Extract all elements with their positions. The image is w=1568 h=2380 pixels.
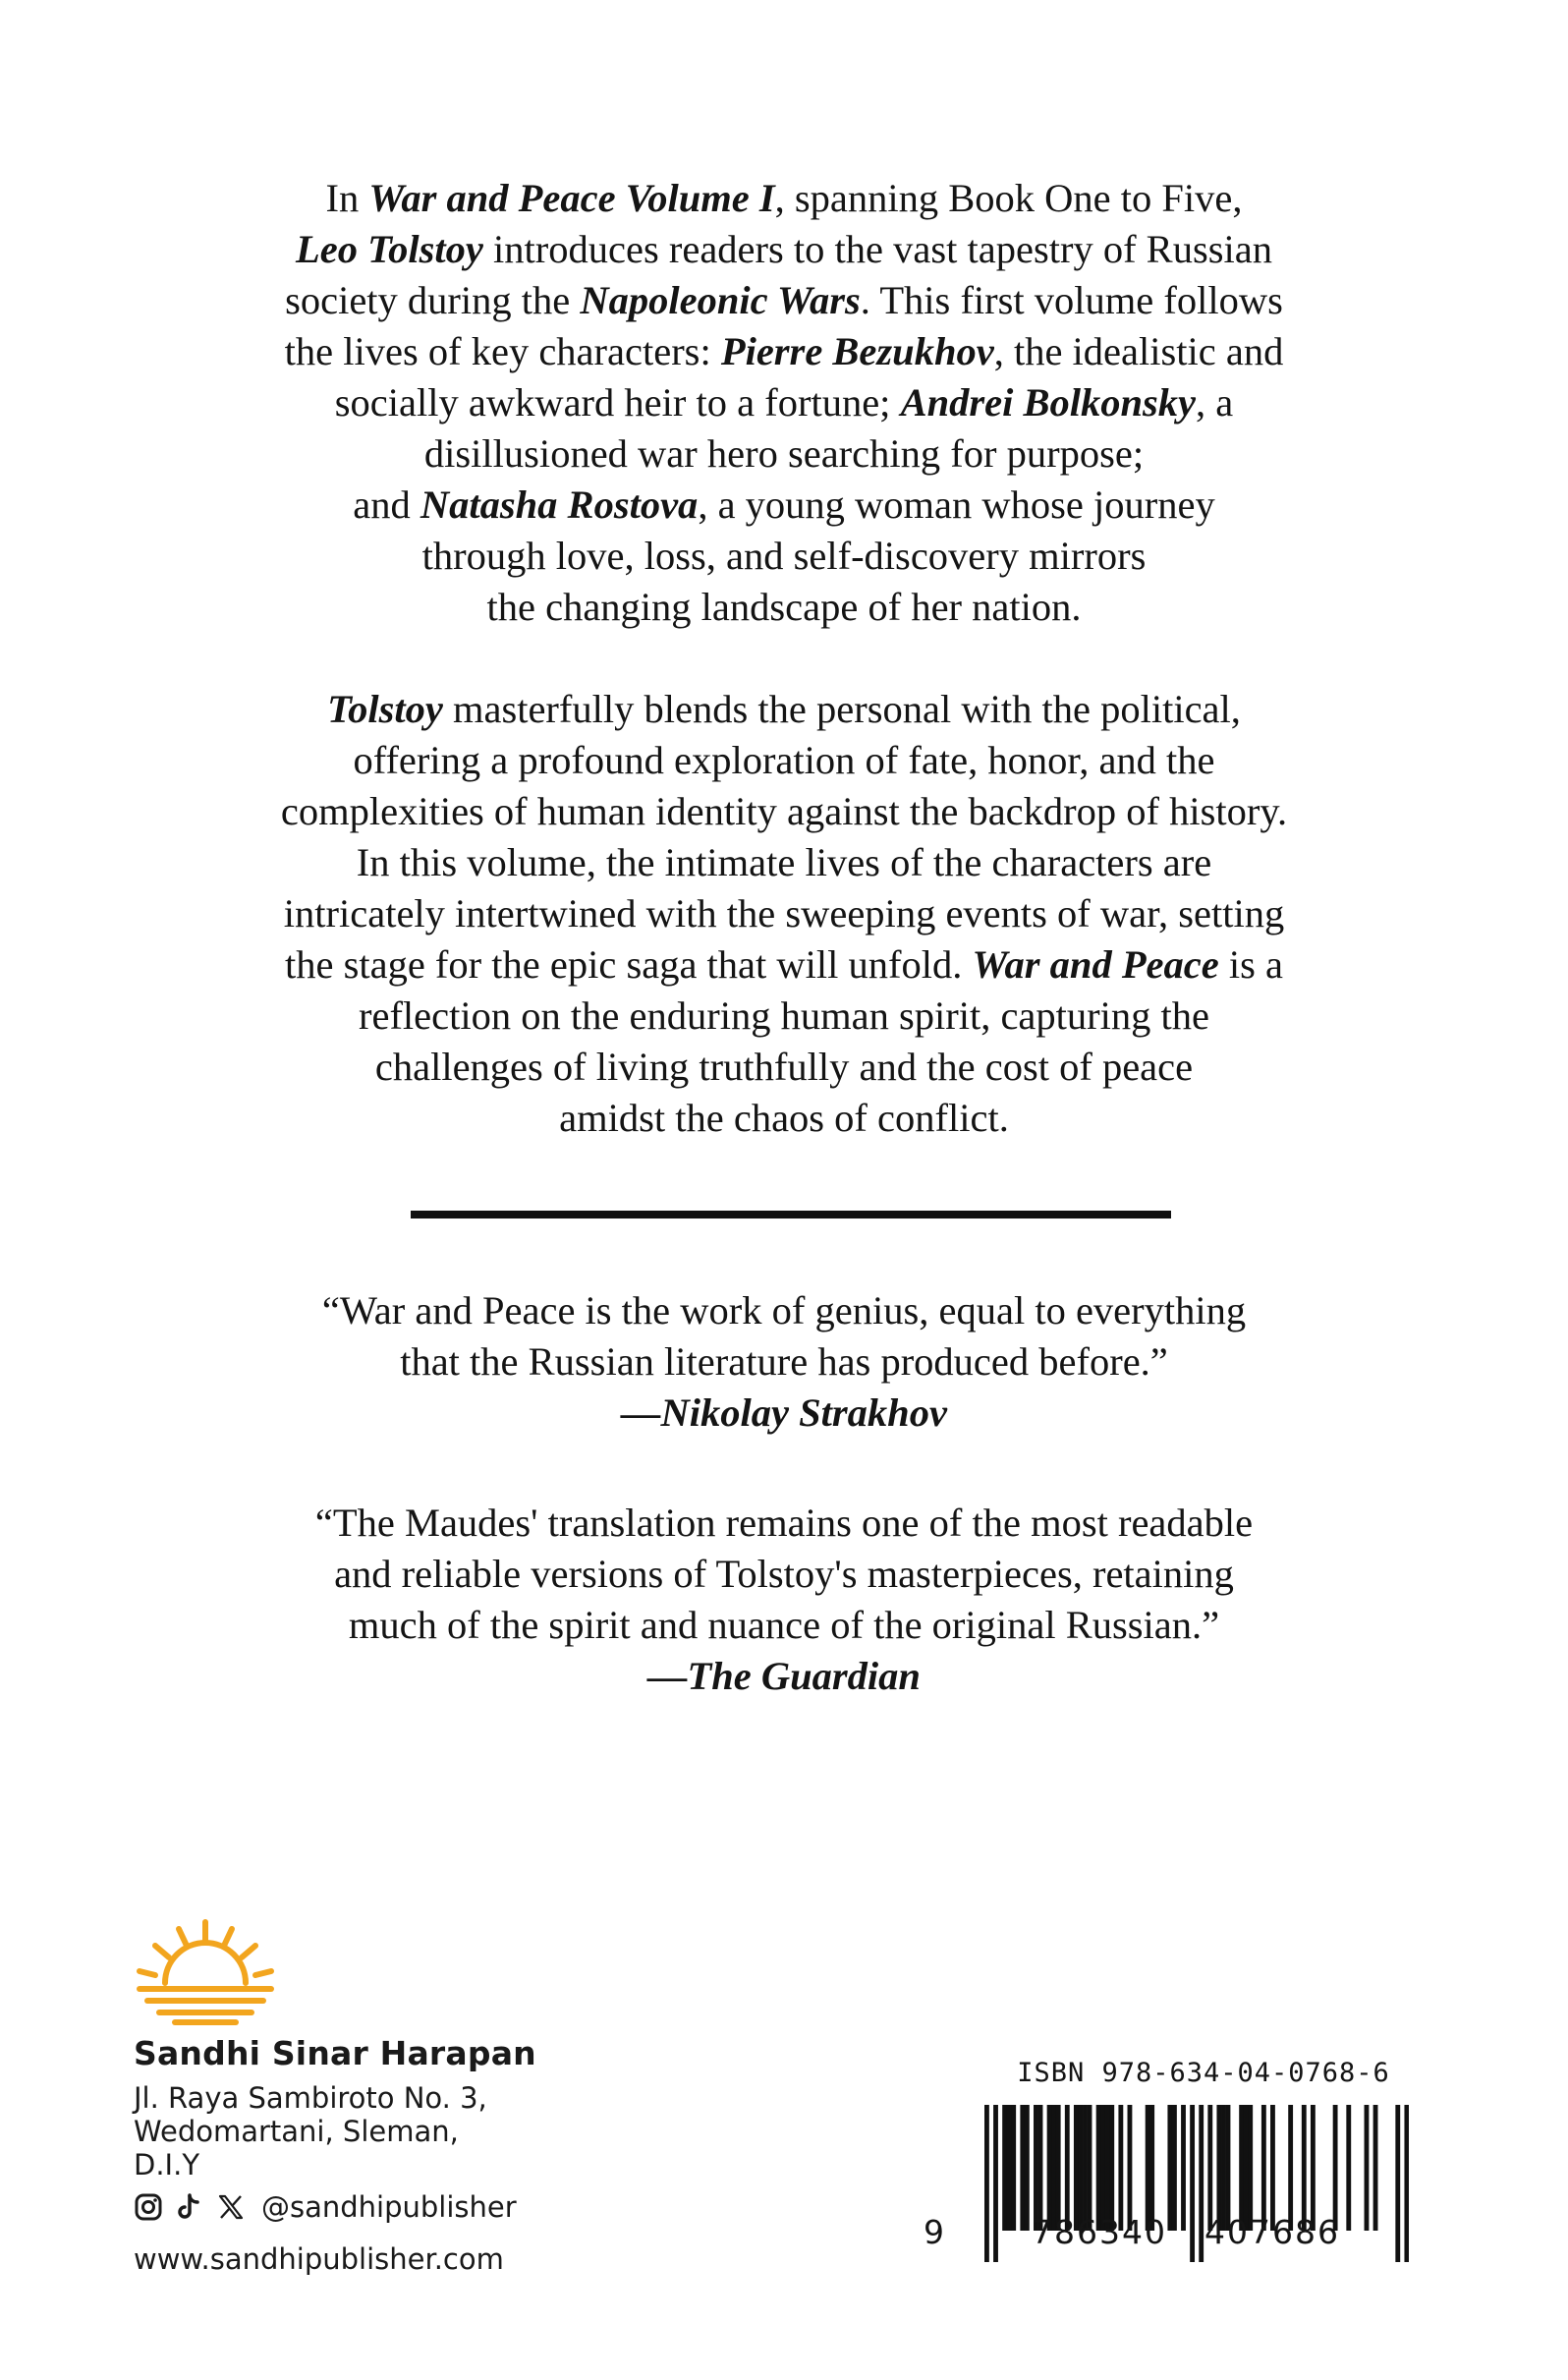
barcode-bar <box>1333 2105 1338 2231</box>
emphasized-name: Napoleonic Wars <box>580 278 861 322</box>
barcode-bar <box>1100 2105 1105 2231</box>
review-quote-strakhov <box>138 1285 1430 1439</box>
barcode-bar <box>1248 2105 1253 2231</box>
emphasized-name: War and Peace Volume I <box>368 176 775 220</box>
quote-attribution: —Nikolay Strakhov <box>621 1390 947 1435</box>
barcode-bar <box>1373 2105 1378 2231</box>
barcode-bar <box>1146 2105 1150 2231</box>
address-line: D.I.Y <box>134 2148 200 2182</box>
barcode-bar <box>1302 2105 1307 2231</box>
x-icon <box>216 2192 246 2222</box>
barcode-bar <box>1207 2105 1212 2231</box>
emphasized-name: War and Peace <box>972 942 1219 987</box>
address-line: Wedomartani, Sleman, <box>134 2115 459 2148</box>
book-blurb <box>138 173 1430 1144</box>
barcode-bar <box>1083 2105 1088 2231</box>
social-row <box>134 2187 517 2227</box>
barcode-guard-bar <box>993 2105 998 2262</box>
social-handle: @sandhipublisher <box>261 2190 517 2224</box>
barcode-bar <box>1311 2105 1316 2231</box>
barcode-bar <box>1167 2105 1172 2231</box>
barcode-bar <box>1047 2105 1052 2231</box>
barcode-bar <box>1226 2105 1231 2231</box>
barcode-bar <box>1365 2105 1370 2231</box>
barcode-digit-first: 9 <box>924 2213 944 2251</box>
instagram-icon <box>134 2192 163 2222</box>
barcode-bar <box>1088 2105 1092 2231</box>
emphasized-name: Pierre Bezukhov <box>720 329 994 373</box>
barcode-bar <box>1149 2105 1154 2231</box>
tiktok-icon <box>175 2192 204 2222</box>
quote-line: “The Maudes' translation remains one of the most readable <box>314 1501 1254 1545</box>
barcode-bar <box>1002 2105 1007 2231</box>
barcode-guard-bar <box>1395 2105 1400 2262</box>
barcode-digits-right: 407686 <box>1204 2213 1340 2251</box>
barcode-bar <box>1109 2105 1114 2231</box>
barcode-bar <box>1034 2105 1038 2231</box>
barcode-digits-left: 786340 <box>1032 2213 1167 2251</box>
barcode-bar <box>1007 2105 1012 2231</box>
quote-attribution: —The Guardian <box>647 1654 921 1698</box>
barcode-guard-bar <box>1190 2105 1195 2262</box>
sunrise-logo <box>134 1916 277 2026</box>
barcode-bar <box>1270 2105 1275 2231</box>
barcode-bar <box>1038 2105 1043 2231</box>
barcode-bar <box>1011 2105 1016 2231</box>
barcode-bar <box>1096 2105 1101 2231</box>
barcode-bar <box>1105 2105 1110 2231</box>
barcode-bar <box>1216 2105 1221 2231</box>
barcode-guard-bar <box>1199 2105 1204 2262</box>
emphasized-name: Tolstoy <box>327 687 443 731</box>
publisher-website: www.sandhipublisher.com <box>134 2242 504 2276</box>
barcode-bar <box>1020 2105 1025 2231</box>
quote-line: “War and Peace is the work of genius, equal to everything <box>321 1288 1247 1332</box>
barcode-guard-bar <box>984 2105 989 2262</box>
barcode-bar <box>1239 2105 1244 2231</box>
barcode-bar <box>1261 2105 1266 2231</box>
barcode-bar <box>1128 2105 1133 2231</box>
isbn-label: ISBN 978-634-04-0768-6 <box>1017 2058 1390 2088</box>
barcode-bar <box>1221 2105 1226 2231</box>
quote-line: and reliable versions of Tolstoy's masterpieces, retaining <box>334 1552 1234 1596</box>
blurb-paragraph-2: Tolstoy masterfully blends the personal with the political, offering a profound exploration of fate, honor, and the complexities of human identity against the backdrop of history. In this volume, the intimate lives of the characters are intricately intertwined with the sweeping events of war, setting the stage for the epic saga that will unfold. War and Peace is a reflection on the enduring human spirit, capturing the challenges of living truthfully and the cost of peace amidst the chaos of conflict. <box>280 687 1288 1140</box>
barcode-bar <box>1078 2105 1083 2231</box>
barcode-bar <box>1056 2105 1061 2231</box>
barcode-bar <box>1065 2105 1070 2231</box>
barcode-bar <box>1346 2105 1351 2231</box>
publisher-address <box>134 2081 487 2182</box>
barcode-bar <box>1025 2105 1030 2231</box>
quote-line: much of the spirit and nuance of the original Russian.” <box>348 1603 1220 1647</box>
barcode-bar <box>1172 2105 1177 2231</box>
barcode-bar <box>1244 2105 1249 2231</box>
barcode-bar <box>1118 2105 1123 2231</box>
barcode-guard-bar <box>1404 2105 1409 2262</box>
review-quote-guardian <box>138 1498 1430 1702</box>
barcode-bar <box>1074 2105 1079 2231</box>
isbn-barcode-block <box>924 2058 1474 2284</box>
barcode-bar <box>1181 2105 1186 2231</box>
emphasized-name: Leo Tolstoy <box>296 227 483 271</box>
address-line: Jl. Raya Sambiroto No. 3, <box>134 2081 487 2115</box>
barcode-bar <box>1051 2105 1056 2231</box>
quote-line: that the Russian literature has produced before.” <box>400 1339 1168 1384</box>
publisher-name: Sandhi Sinar Harapan <box>134 2034 536 2072</box>
barcode-bar <box>1288 2105 1293 2231</box>
emphasized-name: Natasha Rostova <box>420 482 699 527</box>
blurb-paragraph-1: In War and Peace Volume I, spanning Book One to Five, Leo Tolstoy introduces readers to the vast tapestry of Russian society during the Napoleonic Wars. This first volume follows the lives of key characters: Pierre Bezukhov, the idealistic and socially awkward heir to a fortune; Andrei Bolkonsky, a disillusioned war hero searching for purpose; and Natasha Rostova, a young woman whose journey through love, loss, and self-discovery mirrors the changing landscape of her nation. <box>284 176 1284 629</box>
divider-rule <box>411 1211 1171 1218</box>
emphasized-name: Andrei Bolkonsky <box>900 380 1196 425</box>
